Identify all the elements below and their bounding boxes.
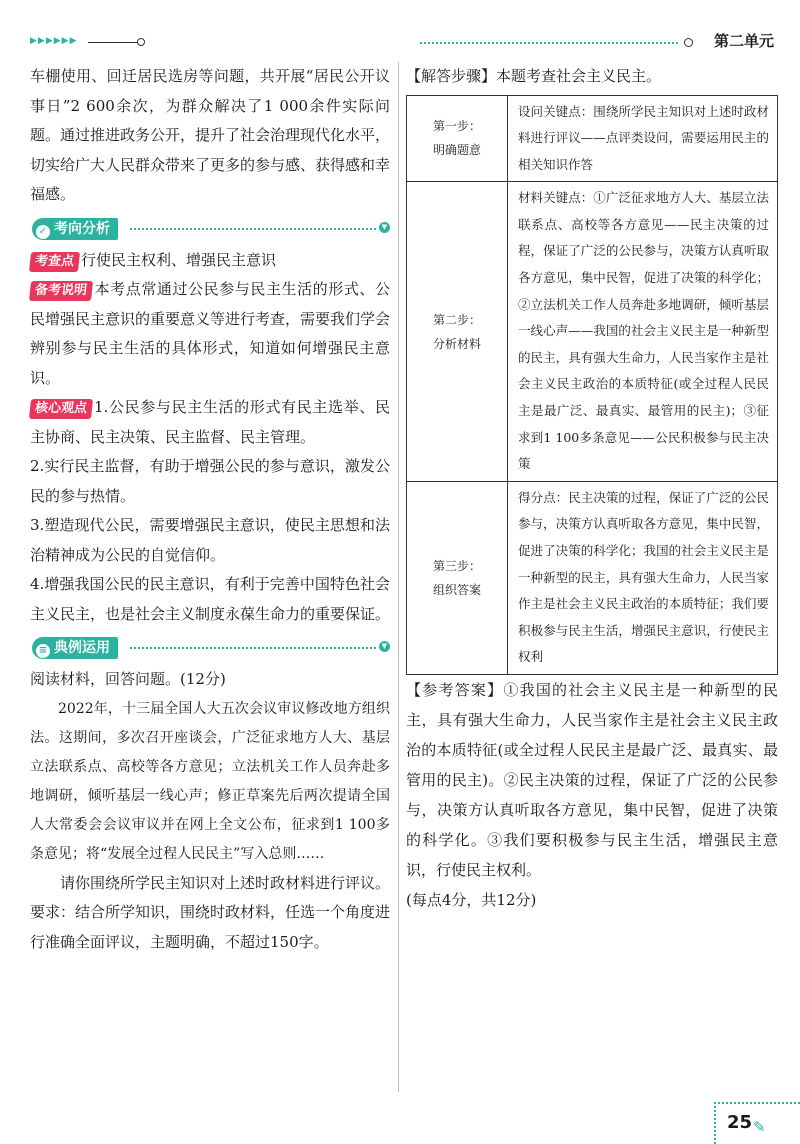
exam-point-text: 行使民主权利、增强民主意识 (81, 250, 277, 269)
core-view-3: 3.塑造现代公民，需要增强民主意识，使民主思想和法治精神成为公民的自觉信仰。 (30, 516, 390, 564)
column-divider (398, 62, 399, 1092)
document-icon: ≡ (36, 644, 50, 658)
pen-icon: ✎ (753, 1118, 766, 1136)
prep-note-tag: 备考说明 (29, 281, 93, 301)
step-content: 得分点：民主决策的过程，保证了广泛的公民参与，决策方认真听取各方意见，集中民智，促进了决策的科学化；我国的社会主义民主是一种新型的民主，具有强大生命力，人民当家作主是社会主义民主政治的本质特征；我们要积极参与民主生活，增强民主意识，行使民主权利 (518, 489, 769, 665)
exam-point (30, 246, 390, 276)
step-content: 设问关键点：围绕所学民主知识对上述时政材料进行评议——点评类设问，需要运用民主的相关知识作答 (518, 103, 769, 172)
section-title: 典例运用 (54, 640, 110, 656)
section-dotted-line (130, 647, 376, 649)
question-paragraph: 请你围绕所学民主知识对上述时政材料进行评议。要求：结合所学知识，围绕时政材料，任选一个角度进行准确全面评议，主题明确，不超过150字。 (30, 873, 391, 951)
step-row (407, 96, 777, 183)
step-label: 第一步： 明确题意 (407, 96, 508, 182)
right-column (406, 62, 778, 915)
exam-point-tag: 考查点 (29, 252, 80, 272)
intro-paragraph: 车棚使用、回迁居民选房等问题，共开展“居民公开议事日”2 600余次，为群众解决了1 000余件实际问题。通过推进政务公开，提升了社会治理现代化水平，切实给广大人民群众带来了更多的参与感、获得感和幸福感。 (30, 67, 391, 203)
unit-title: 第二单元 (713, 32, 774, 50)
header-arrows: ▶▶▶▶▶▶ (30, 36, 78, 46)
core-view-tag: 核心观点 (29, 399, 93, 419)
reference-answer: 【参考答案】①我国的社会主义民主是一种新型的民主，具有强大生命力，人民当家作主是社会主义民主政治的本质特征(或全过程人民民主是最广泛、最真实、最管用的民主)。②民主决策的过程，保证了广泛的公民参与，决策方认真听取各方意见，集中民智，促进了决策的科学化。③我们要积极参与民主生活，增强民主意识，行使民主权利。 (406, 680, 778, 879)
chevron-down-icon: ▼ (379, 222, 390, 233)
steps-heading: 【解答步骤】本题考查社会主义民主。 (406, 67, 662, 85)
core-view-4: 4.增强我国公民的民主意识，有利于完善中国特色社会主义民主，也是社会主义制度永葆生命力的重要保证。 (30, 575, 391, 623)
chevron-down-icon: ▼ (379, 641, 390, 652)
section-badge (32, 218, 118, 240)
page-number: 25 (727, 1112, 753, 1133)
question-intro: 阅读材料，回答问题。(12分) (30, 670, 226, 688)
step-label: 第三步： 组织答案 (407, 482, 508, 674)
leaf-icon: ✓ (36, 225, 50, 239)
left-column (30, 62, 390, 957)
steps-table (406, 95, 778, 675)
section-dotted-line (130, 228, 376, 230)
header-rule (88, 42, 138, 43)
material-paragraph: 2022年，十三届全国人大五次会议审议修改地方组织法。这期间，多次召开座谈会，广泛征求地方人大、基层立法联系点、高校等各方意见；立法机关工作人员奔赴多地调研，倾听基层一线心声；修正草案先后两次提请全国人大常委会会议审议并在网上全文公布，征求到1 100多条意见；将“发展全过程人民民主”写入总则…… (30, 700, 390, 862)
prep-note (30, 275, 390, 393)
prep-note-text: 本考点常通过公民参与民主生活的形式、公民增强民主意识的重要意义等进行考查，需要我们学会辨别参与民主生活的具体形式，知道如何增强民主意识。 (30, 280, 391, 387)
score-note: (每点4分，共12分) (406, 890, 537, 909)
core-view-1: 1.公民参与民主生活的形式有民主选举、民主协商、民主决策、民主监督、民主管理。 (30, 398, 390, 446)
section-header-example (30, 635, 390, 661)
header-circle-right (684, 38, 693, 47)
step-row (407, 482, 777, 674)
step-label: 第二步： 分析材料 (407, 182, 508, 481)
section-title: 考向分析 (54, 220, 110, 237)
core-view-2: 2.实行民主监督，有助于增强公民的参与意识，激发公民的参与热情。 (30, 457, 390, 505)
core-view (30, 393, 390, 452)
section-header-analysis (30, 216, 390, 242)
header-dotted-rule (420, 42, 678, 44)
step-row (407, 182, 777, 482)
header-circle (137, 38, 145, 46)
step-content: 材料关键点：①广泛征求地方人大、基层立法联系点、高校等各方意见——民主决策的过程，保证了广泛的公民参与，决策方认真听取各方意见，集中民智，促进了决策的科学化；②立法机关工作人员奔赴多地调研，倾听基层一线心声——我国的社会主义民主是一种新型的民主，具有强大生命力，人民当家作主是社会主义民主政治的本质特征(或全过程人民民主是最广泛、最真实、最管用的民主)；③征求到1 100多条意见——公民积极参与民主决策 (518, 190, 769, 472)
section-badge (32, 637, 118, 659)
